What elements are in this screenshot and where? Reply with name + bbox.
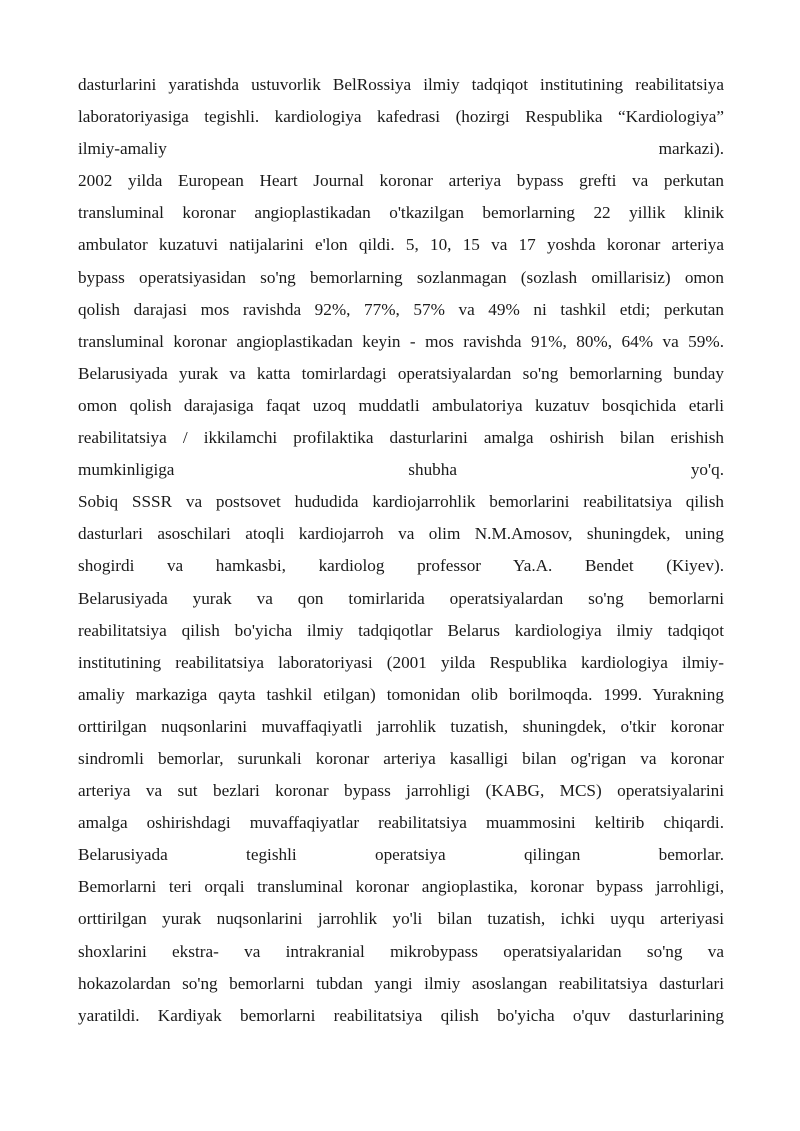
text-line: sindromli bemorlar, surunkali koronar arteriya kasalligi bilan og'rigan va koronar [78,748,724,768]
text-line: hokazolardan so'ng bemorlarni tubdan yangi ilmiy asoslangan reabilitatsiya dasturlari [78,973,724,993]
text-line: shogirdi va hamkasbi, kardiolog professor Ya.A. Bendet (Kiyev). [78,556,724,576]
text-line: bypass operatsiyasidan so'ng bemorlarning sozlanmagan (sozlash omillarisiz) omon [78,267,724,287]
text-line: 2002 yilda European Heart Journal koronar arteriya bypass grefti va perkutan [78,171,724,191]
text-line: reabilitatsiya qilish bo'yicha ilmiy tadqiqotlar Belarus kardiologiya ilmiy tadqiqot [78,620,724,640]
text-line: orttirilgan nuqsonlarini muvaffaqiyatli jarrohlik tuzatish, shuningdek, o'tkir koronar [78,716,724,736]
text-line: Sobiq SSSR va postsovet hududida kardiojarrohlik bemorlarini reabilitatsiya qilish [78,492,724,512]
text-line: ambulator kuzatuvi natijalarini e'lon qildi. 5, 10, 15 va 17 yoshda koronar arteriya [78,235,724,255]
text-line: transluminal koronar angioplastikadan keyin - mos ravishda 91%, 80%, 64% va 59%. [78,331,724,351]
text-line: qolish darajasi mos ravishda 92%, 77%, 57% va 49% ni tashkil etdi; perkutan [78,299,724,319]
text-line: amalga oshirishdagi muvaffaqiyatlar reabilitatsiya muammosini keltirib chiqardi. [78,813,724,833]
body-text [78,69,724,1032]
text-line: ilmiy-amaliy markazi). [78,139,724,159]
text-line: reabilitatsiya / ikkilamchi profilaktika dasturlarini amalga oshirish bilan erishish [78,428,724,448]
text-line: amaliy markaziga qayta tashkil etilgan) tomonidan olib borilmoqda. 1999. Yurakning [78,684,724,704]
text-line: orttirilgan yurak nuqsonlarini jarrohlik yo'li bilan tuzatish, ichki uyqu arteriyasi [78,909,724,929]
text-line: transluminal koronar angioplastikadan o'tkazilgan bemorlarning 22 yillik klinik [78,203,724,223]
text-line: institutining reabilitatsiya laboratoriyasi (2001 yilda Respublika kardiologiya ilmiy- [78,652,724,672]
text-line: yaratildi. Kardiyak bemorlarni reabilitatsiya qilish bo'yicha o'quv dasturlarining [78,1005,724,1025]
document-page [78,69,724,1032]
text-line: Belarusiyada tegishli operatsiya qilingan bemorlar. [78,845,724,865]
text-line: arteriya va sut bezlari koronar bypass jarrohligi (KABG, MCS) operatsiyalarini [78,781,724,801]
text-line: mumkinligiga shubha yo'q. [78,460,724,480]
text-line: omon qolish darajasiga faqat uzoq muddatli ambulatoriya kuzatuv bosqichida etarli [78,395,724,415]
text-line: laboratoriyasiga tegishli. kardiologiya kafedrasi (hozirgi Respublika “Kardiologiya” [78,107,724,127]
text-line: Belarusiyada yurak va qon tomirlarida operatsiyalardan so'ng bemorlarni [78,588,724,608]
text-line: dasturlarini yaratishda ustuvorlik BelRossiya ilmiy tadqiqot institutining reabilitatsiya [78,75,724,94]
text-line: shoxlarini ekstra- va intrakranial mikrobypass operatsiyalaridan so'ng va [78,941,724,961]
text-line: Bemorlarni teri orqali transluminal koronar angioplastika, koronar bypass jarrohligi, [78,877,724,897]
text-line: dasturlari asoschilari atoqli kardiojarroh va olim N.M.Amosov, shuningdek, uning [78,524,724,544]
text-line: Belarusiyada yurak va katta tomirlardagi operatsiyalardan so'ng bemorlarning bunday [78,363,724,383]
